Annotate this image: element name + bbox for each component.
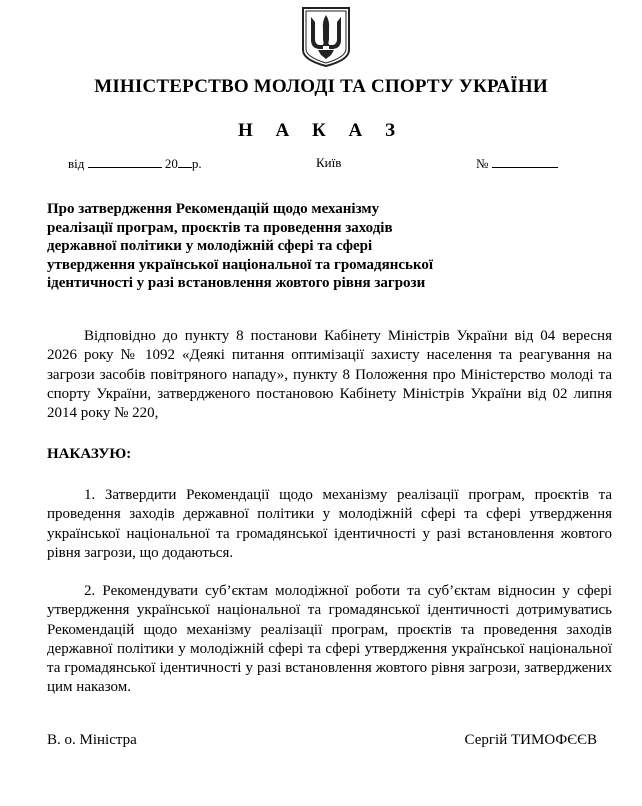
subject-line: державної політики у молодіжній сфері та сфері	[47, 238, 373, 254]
order-subject	[47, 200, 477, 293]
number-field	[476, 155, 558, 172]
order-item-2: 2. Рекомендувати суб’єктам молодіжної роботи та суб’єктам відносин у сфері утвердження української національної та громадянської ідентичності дотримуватись Рекомендацій щодо механізму реалізації програм, проєктів та проведення заходів державної політики у молодіжній сфері та сфері утвердження української національної та громадянської ідентичності у разі встановлення жовтого рівня загрози, затверджених цим наказом.	[47, 583, 612, 696]
date-blank	[88, 155, 162, 168]
preamble-paragraph: Відповідно до пункту 8 постанови Кабінету Міністрів України від 04 вересня 2026 року № 1092 «Деякі питання оптимізації захисту населення та реагування на загрози засобів повітряного нападу», пункту 8 Положення про Міністерство молоді та спорту України, затвердженого постановою Кабінету Міністрів України від 02 липня 2014 року № 220,	[47, 328, 612, 422]
order-item-1: 1. Затвердити Рекомендації щодо механізму реалізації програм, проєктів та проведення заходів державної політики у молодіжній сфері та сфері утвердження української національної та громадянської ідентичності у разі встановлення жовтого рівня загрози, що додаються.	[47, 487, 612, 561]
city: Київ	[316, 155, 342, 170]
order-directive-heading: НАКАЗУЮ:	[47, 446, 132, 462]
subject-line: Про затвердження Рекомендацій щодо механізму	[47, 201, 380, 217]
order-title: Н А К А З	[237, 120, 405, 141]
date-field	[68, 155, 202, 172]
trident-emblem-icon	[300, 6, 352, 68]
signatory-name: Сергій ТИМОФЄЄВ	[464, 732, 597, 748]
number-label: №	[476, 156, 489, 171]
year-blank	[178, 155, 192, 168]
year-prefix: 20	[164, 156, 178, 171]
subject-line: утвердження української національної та громадянської	[47, 256, 434, 273]
date-prefix: від	[68, 156, 85, 171]
signatory-position: В. о. Міністра	[47, 732, 137, 748]
year-suffix: р.	[191, 156, 202, 171]
ministry-name: МІНІСТЕРСТВО МОЛОДІ ТА СПОРТУ УКРАЇНИ	[94, 76, 548, 97]
subject-line: реалізації програм, проєктів та проведення заходів	[47, 219, 393, 236]
subject-line: ідентичності у разі встановлення жовтого рівня загрози	[47, 275, 426, 291]
number-blank	[492, 155, 558, 168]
